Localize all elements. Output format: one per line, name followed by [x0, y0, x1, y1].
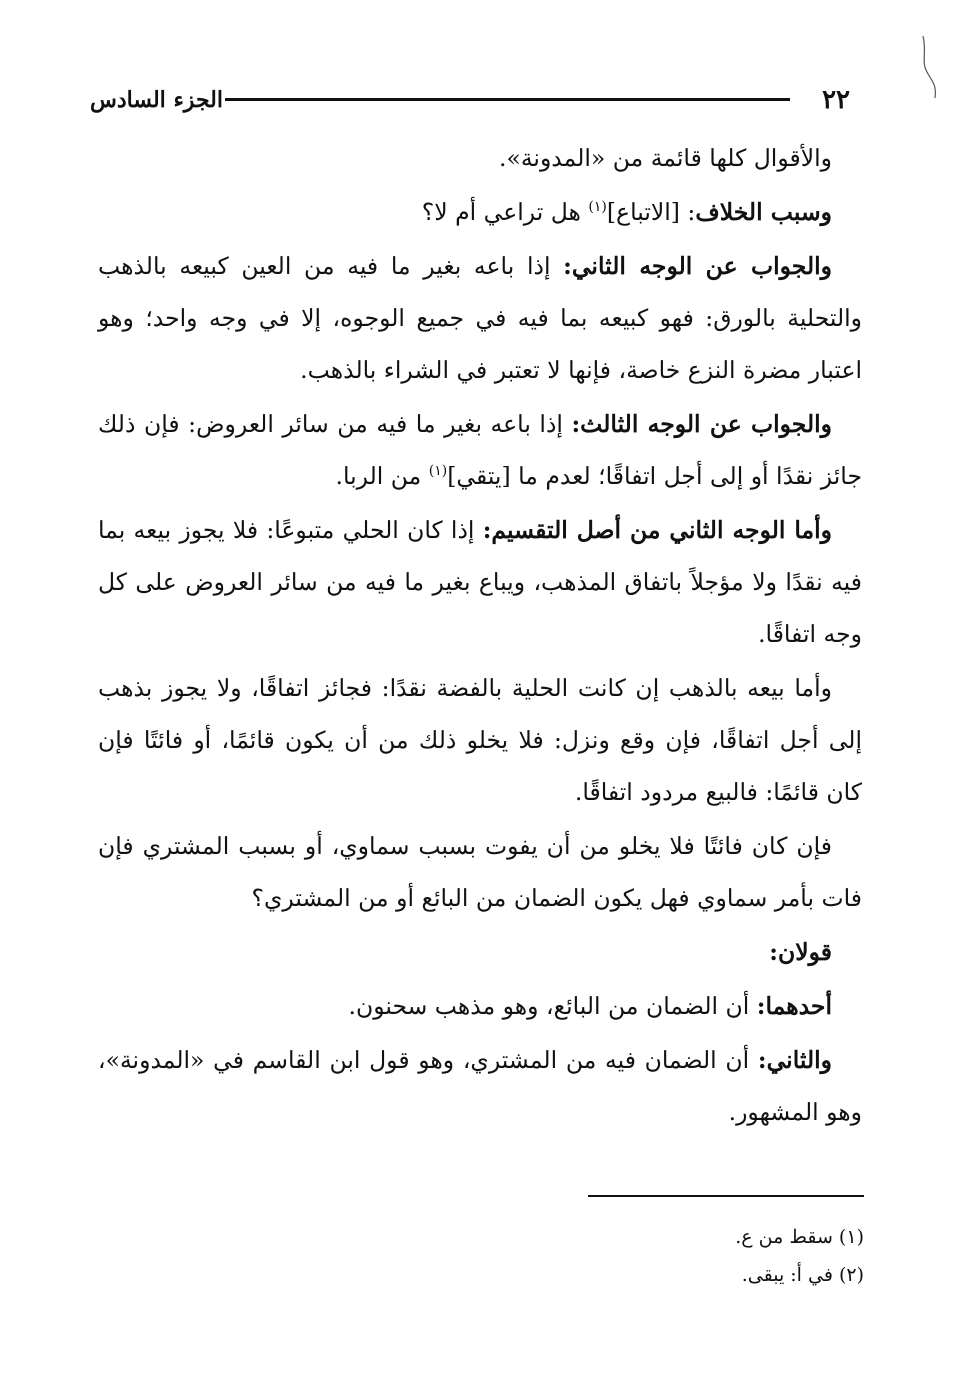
paragraph: [98, 926, 862, 978]
page-number: ٢٢: [822, 85, 850, 115]
paragraph: وأما الوجه الثاني من أصل التقسيم: إذا كان الحلي متبوعًا: فلا يجوز بيعه بما فيه نقدًا ولا مؤجلاً باتفاق المذهب، ويباع بغير ما فيه من سائر العروض على كل وجه اتفاقًا.: [98, 516, 862, 648]
page-header: [90, 82, 850, 122]
bold-lead: والثاني:: [757, 1046, 832, 1074]
paragraph: أحدهما: أن الضمان من البائع، وهو مذهب سحنون.: [348, 992, 832, 1020]
main-text: [98, 132, 862, 1140]
bold-lead: وسبب الخلاف: [695, 198, 832, 226]
bold-lead: أحدهما:: [756, 992, 832, 1020]
page-corner-mark: [905, 32, 945, 102]
paragraph: والجواب عن الوجه الثالث: إذا باعه بغير ما فيه من سائر العروض: فإن ذلك جائز نقدًا أو إلى أجل اتفاقًا؛ لعدم ما [يتقي]$^{(١)}$ من الربا.: [98, 410, 862, 490]
footnote: (٢) في أ: يبقى.: [741, 1264, 864, 1286]
bold-lead: قولان:: [769, 938, 832, 966]
paragraph: والأقوال كلها قائمة من «المدونة».: [498, 144, 832, 172]
footnote-rule: [588, 1195, 864, 1197]
paragraph: فإن كان فائتًا فلا يخلو من أن يفوت بسبب سماوي، أو بسبب المشتري فإن فات بأمر سماوي فهل يكون الضمان من البائع أو من المشتري؟: [98, 832, 862, 912]
bold-lead: وأما الوجه الثاني من أصل التقسيم:: [482, 516, 832, 544]
paragraph: والثاني: أن الضمان فيه من المشتري، وهو قول ابن القاسم في «المدونة»، وهو المشهور.: [98, 1046, 862, 1126]
header-rule: [225, 98, 790, 101]
paragraph: وأما بيعه بالذهب إن كانت الحلية بالفضة نقدًا: فجائز اتفاقًا، ولا يجوز بذهب إلى أجل اتفاقًا، فإن وقع ونزل: فلا يخلو ذلك من أن يكون قائمًا، أو فائتًا فإن كان قائمًا: فالبيع مردود اتفاقًا.: [98, 674, 862, 806]
bold-lead: والجواب عن الوجه الثالث:: [571, 410, 832, 438]
bold-lead: والجواب عن الوجه الثاني:: [563, 252, 833, 280]
footnote: (١) سقط من ع.: [735, 1226, 864, 1248]
paragraph: وسبب الخلاف: [الاتباع]$^{(١)}$ هل تراعي أم لا؟: [421, 198, 832, 226]
running-title: الجزء السادس: [90, 87, 223, 113]
footnotes: [500, 1218, 864, 1294]
footnote-marker: (١): [588, 199, 607, 216]
paragraph: والجواب عن الوجه الثاني: إذا باعه بغير ما فيه من العين كبيعه بالذهب والتحلية بالورق: فهو كبيعه بما فيه في جميع الوجوه، إلا في وجه واحد؛ وهو اعتبار مضرة النزع خاصة، فإنها لا تعتبر في الشراء بالذهب.: [98, 252, 863, 384]
footnote-marker: (١): [428, 463, 448, 480]
